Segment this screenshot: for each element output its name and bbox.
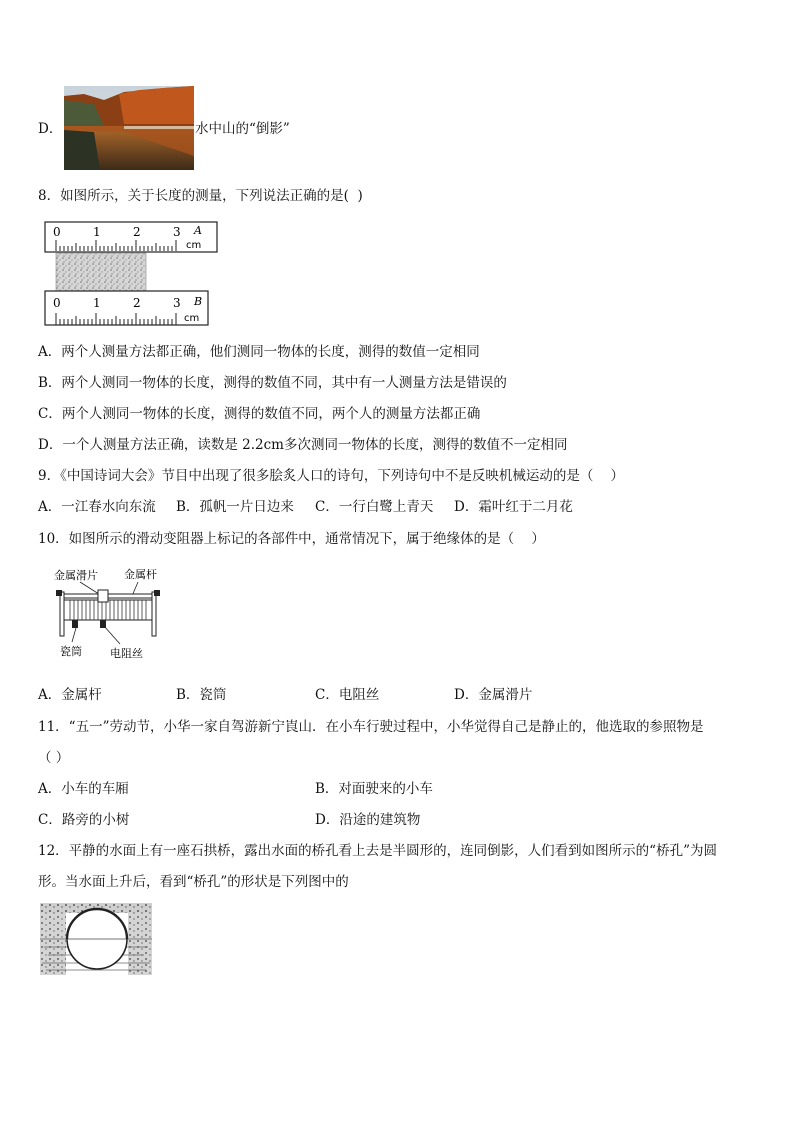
q10-option-a: A．金属杆 [38,687,102,703]
q11-stem-continued: （ ） [38,750,70,766]
label-ceramic-tube: 瓷筒 [60,645,82,658]
ruler-a-letter: A [194,224,202,237]
q7-option-d-caption: 水中山的“倒影” [195,121,290,137]
metal-slider [98,590,108,602]
ruler-a-unit: cm [186,240,202,251]
lake-reflection-photo [64,86,194,170]
q11-option-d: D．沿途的建筑物 [315,812,421,828]
q9-option-a: A．一江春水向东流 [38,499,156,515]
ruler-a-tick-2: 2 [133,225,141,239]
q8-option-c: C．两个人测同一物体的长度，测得的数值不同，两个人的测量方法都正确 [38,406,481,422]
ruler-b-tick-3: 3 [173,296,181,310]
q12-stem: 12．平静的水面上有一座石拱桥，露出水面的桥孔看上去是半圆形的，连同倒影，人们看到如图所示的“桥孔”为圆 [38,843,717,859]
ruler-b-letter: B [194,295,203,308]
q10-option-c: C．电阻丝 [315,687,380,703]
q11-option-b: B．对面驶来的小车 [315,781,433,797]
q9-option-d: D．霜叶红于二月花 [454,499,573,515]
q8-option-d: D．一个人测量方法正确，读数是 2.2cm多次测同一物体的长度，测得的数值不一定相同 [38,437,568,453]
ruler-b-tick-2: 2 [133,296,141,310]
q11-option-c: C．路旁的小树 [38,812,130,828]
q9-option-c: C．一行白鹭上青天 [315,499,434,515]
sliding-rheostat-figure [50,566,180,660]
label-resistance-wire: 电阻丝 [110,647,143,660]
q8-option-a: A．两个人测量方法都正确，他们测同一物体的长度，测得的数值一定相同 [38,344,480,360]
label-metal-slider: 金属滑片 [54,569,98,582]
ceramic-tube [64,600,152,620]
label-metal-rod: 金属杆 [124,568,157,581]
q7-option-d-label: D． [38,121,63,137]
ruler-b-unit: cm [184,313,200,324]
q8-stem: 8．如图所示，关于长度的测量，下列说法正确的是( ) [38,188,363,204]
q11-option-a: A．小车的车厢 [38,781,129,797]
q10-stem: 10．如图所示的滑动变阻器上标记的各部件中，通常情况下，属于绝缘体的是（ ） [38,531,545,547]
ruler-b-tick-1: 1 [93,296,101,310]
q10-option-b: B．瓷筒 [176,687,227,703]
ruler-a-tick-1: 1 [93,225,101,239]
measured-object [56,253,146,291]
q9-option-b: B．孤帆一片日边来 [176,499,294,515]
ruler-a-tick-3: 3 [173,225,181,239]
q11-stem: 11．“五一”劳动节，小华一家自驾游新宁崀山．在小车行驶过程中，小华觉得自己是静止的，他选取的参照物是 [38,719,704,735]
q12-stem-continued: 形。当水面上升后，看到“桥孔”的形状是下列图中的 [38,874,349,890]
ruler-a-tick-0: 0 [53,225,61,239]
ruler-measurement-figure [44,221,224,327]
q8-option-b: B．两个人测同一物体的长度，测得的数值不同，其中有一人测量方法是错误的 [38,375,507,391]
stone-arch-bridge-figure [40,903,152,975]
ruler-b-tick-0: 0 [53,296,61,310]
q9-stem: 9．《中国诗词大会》节目中出现了很多脍炙人口的诗句，下列诗句中不是反映机械运动的是（ ） [38,468,625,484]
q10-option-d: D．金属滑片 [454,687,533,703]
